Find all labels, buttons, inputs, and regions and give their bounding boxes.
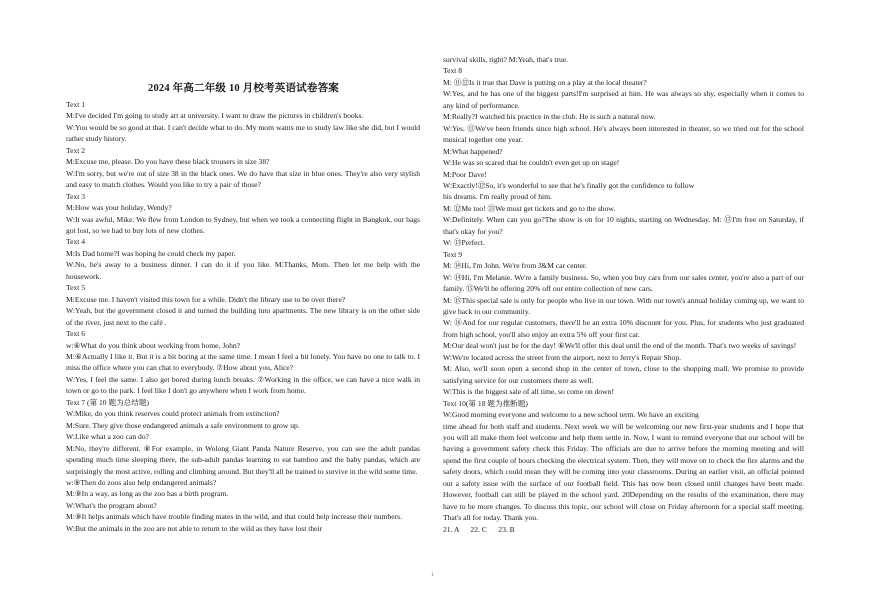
- paragraph: W:Yes, I feel the same. I also get bored during lunch breaks. ⑦Working in the office, we can have a nice walk in town or go to the park. I feel like I don't go anywhere when I work from home.: [66, 374, 420, 396]
- paragraph: W:This is the biggest sale of all time, so come on down!: [443, 387, 614, 397]
- paragraph: Text 6: [66, 329, 86, 339]
- paragraph: M:Excuse me. I haven't visited this town for a while. Didn't the library use to be over there?: [66, 294, 346, 304]
- paragraph: M:How was your holiday, Wendy?: [66, 203, 172, 213]
- paragraph: W:Like what a zoo can do?: [66, 432, 150, 442]
- paragraph: M:No, they're different. ⑧For example, in Wolong Giant Panda Nature Reserve, you can see the adult pandas spending much time sleeping there, the sub-adult pandas learning to eat bamboo and the baby pandas, which are surprisingly the most active, rolling and climbing around. But they'll all be trained to survive in the wild some time.: [66, 443, 420, 476]
- paragraph: M: ⑫Me too! ⑬We must get tickets and go to the show.: [443, 203, 616, 213]
- paragraph: W:You would be so good at that. I can't decide what to do. My mom wants me to study law like she did, but I would rather study history.: [66, 122, 420, 144]
- paragraph: W:Yes, and he has one of the biggest parts!I'm surprised at him. He was always so shy, especially when it comes to any kind of performance.: [443, 89, 804, 110]
- document-title: 2024 年高二年级 10 月校考英语试卷答案: [148, 83, 339, 94]
- paragraph: W:He was so scared that he couldn't even get up on stage!: [443, 158, 620, 168]
- paragraph: W:Good morning everyone and welcome to a new school term. We have an exciting: [443, 410, 699, 420]
- paragraph: W:I'm sorry, but we're out of size 38 in the black ones. We do have that size in blue ones. They're also very stylish and easy to match clothes. Would you like to try a pair of those?: [66, 168, 420, 190]
- paragraph: Text 4: [66, 237, 86, 247]
- paragraph: W:Yes. ⑪We've been friends since high school. He's always been interested in theater, so we tried out for the school musical together one year.: [443, 123, 804, 145]
- paragraph: M:Excuse me, please. Do you have these black trousers in size 38?: [66, 157, 270, 167]
- paragraph: Text 3: [66, 191, 86, 201]
- paragraph: his dreams. I'm really proud of him.: [443, 192, 552, 202]
- paragraph: W:Mike, do you think reserves could protect animals from extinction?: [66, 409, 280, 419]
- paragraph: M: Also, we'll soon open a second shop in the center of town, close to the shopping mall. We promise to provide satisfying service for our customers there as well.: [443, 364, 804, 385]
- paragraph: M: ⑭Hi, I'm John. We're from J&M car center.: [443, 261, 587, 271]
- paragraph: M:Our deal won't just be for the day! ⑥We'll offer this deal until the end of the month. That's two weeks of savings!: [443, 341, 797, 351]
- paragraph: M:Poor Dave!: [443, 169, 487, 179]
- paragraph: W: ⑬Perfect.: [443, 238, 485, 248]
- paragraph: M:I've decided I'm going to study art at university. I want to draw the pictures in children's books.: [66, 111, 364, 121]
- paragraph: M:⑨In a way, as long as the zoo has a birth program.: [66, 489, 229, 499]
- paragraph: Text 5: [66, 283, 86, 293]
- paragraph: w:⑥What do you think about working from home, John?: [66, 340, 241, 350]
- paragraph: time ahead for both staff and students. Next week we will be welcoming our new first-year students and I hope that you will all make them feel welcome and help them settle in. Now, I want to remind everyone that our school will be having a government safety check this Friday. The officials are due to arrive before the morning meeting and will spend the first couple of hours checking the electrical system. Then, they will move on to check the fire alarms and the safety doors, which could mean they will be coming into your classrooms. During an earlier visit, an official pointed out a safety issue with the surface of our football field. This has now been closed until changes have been made. However, football can still be played in the school yard. 20Depending on the results of the examination, there may have to be more changes. To discuss this topic, our school will close on Friday afternoon for a special staff meeting. That's all for today. Thank you.: [443, 421, 804, 523]
- paragraph: M: ⑮This special sale is only for people who live in our town. With our town's annual holiday coming up, we want to give back to our community.: [443, 295, 804, 316]
- paragraph: M:Sure. They give those endangered animals a safe environment to grow up.: [66, 420, 300, 430]
- paragraph: M: ⑪⑫Is it true that Dave is putting on a play at the local theater?: [443, 77, 647, 87]
- paragraph: W: ⑯And for our regular customers, there'll be an extra 10% discount for you. Plus, for students who just graduated from high school, you'll also enjoy an extra 5% off your first car.: [443, 318, 804, 339]
- paragraph: Text 8: [443, 66, 463, 76]
- paragraph: W:It was awful, Mike. We flew from London to Sydney, but when we took a connecting flight in Bangkok, our bags got lost, so we had to buy lots of new clothes.: [66, 214, 420, 235]
- paragraph: W:Definitely. When can you go?The show is on for 10 nights, starting on Wednesday. M: ⑬I'm free on Saturday, if that's okay for you?: [443, 215, 804, 236]
- right-column: [443, 54, 804, 535]
- left-column: [66, 99, 420, 534]
- paragraph: Text 9: [443, 249, 463, 259]
- paragraph: W:No, he's away to a business dinner. I can do it if you like. M:Thanks, Mom. Then let me help with the housework.: [66, 260, 420, 281]
- paragraph: survival skills, right? M:Yeah, that's true.: [443, 55, 569, 64]
- paragraph: w:⑨Then do zoos also help endangered animals?: [66, 477, 217, 487]
- paragraph: W:What's the program about?: [66, 500, 157, 510]
- paragraph: M:Is Dad home?I was hoping he could check my paper.: [66, 248, 236, 258]
- paragraph: W:Yeah, but the government closed it and turned the building into apartments. The new library is on the other side of the river, just next to the café .: [66, 306, 420, 327]
- paragraph: Text 7 (第 10 题为总结题): [66, 397, 149, 407]
- paragraph: Text 2: [66, 145, 86, 155]
- answer-key: 21. A 22. C 23. B: [443, 524, 515, 534]
- paragraph: M:What happened?: [443, 146, 503, 156]
- paragraph: Text 10(第 18 题为推断题): [443, 398, 528, 408]
- paragraph: W:We're located across the street from the airport, next to Jerry's Repair Shop.: [443, 352, 682, 362]
- paragraph: M:⑥Actually I like it. But it is a bit boring at the same time. I mean I feel a bit lonely. You have no one to talk to. I miss the office where you can chat to everybody. ⑦How about you, Alice?: [66, 351, 420, 373]
- paragraph: M:⑨It helps animals which have trouble finding mates in the wild, and that could help increase their numbers.: [66, 512, 402, 522]
- paragraph: Text 1: [66, 100, 86, 109]
- paragraph: M:Really?I watched his practice in the club. He is such a natural now.: [443, 112, 656, 122]
- page-number: 1: [431, 573, 434, 578]
- paragraph: W:Exactly!⑫So, it's wonderful to see that he's finally got the confidence to follow: [443, 180, 695, 190]
- paragraph: W:But the animals in the zoo are not able to return to the wild as they have lost their: [66, 523, 323, 533]
- paragraph: W: ⑭Hi, I'm Melanie. We're a family business. So, when you buy cars from our sales center, you're also a part of our family. ⑮We'll be offering 20% off our entire collection of new cars.: [443, 272, 804, 294]
